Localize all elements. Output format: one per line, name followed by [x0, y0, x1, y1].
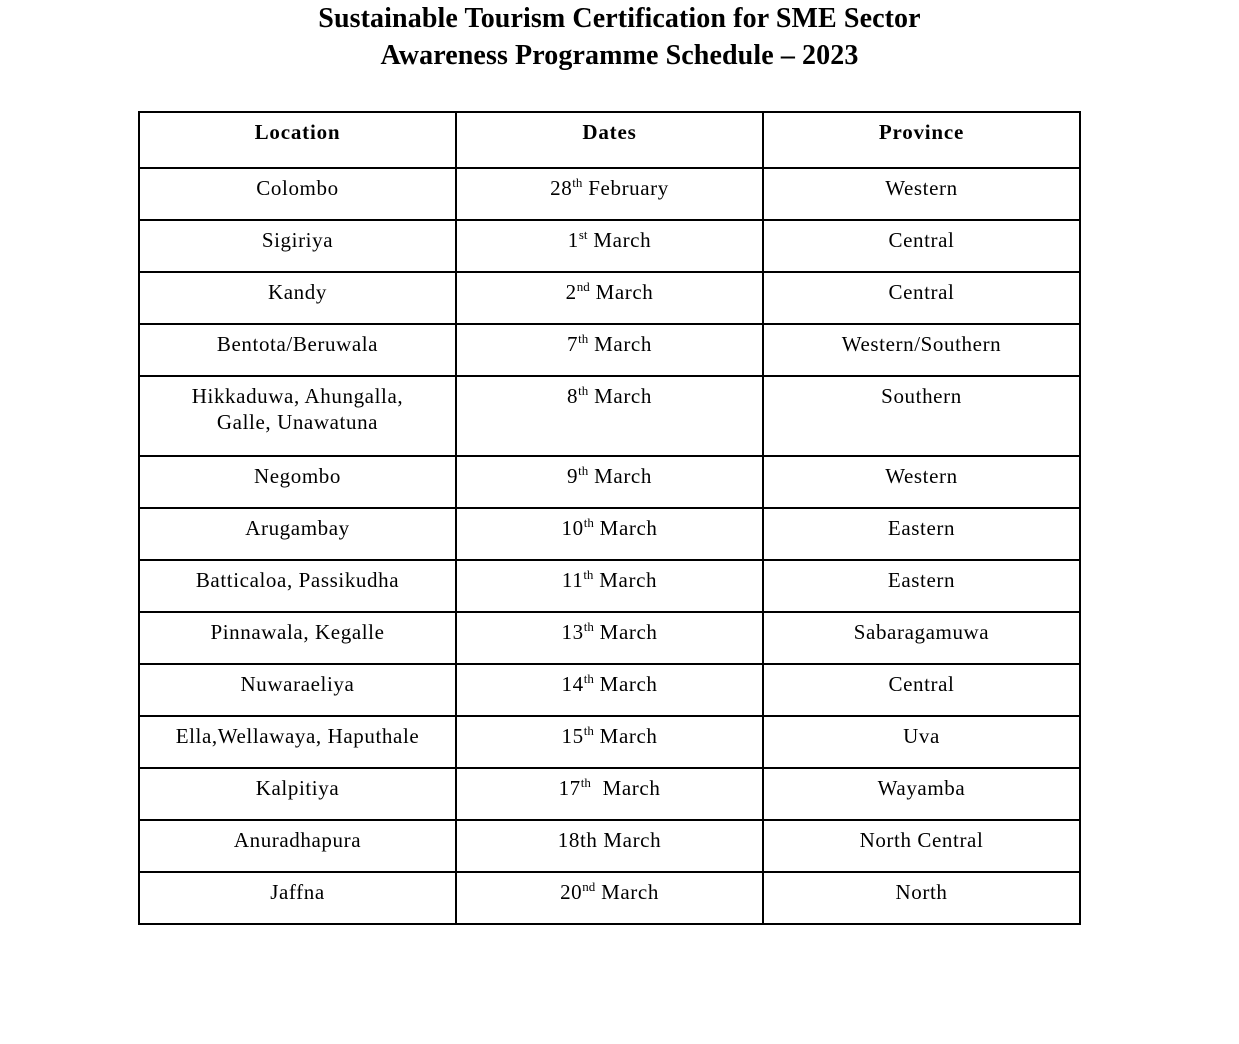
date-month: March: [593, 672, 658, 696]
location-cell: Anuradhapura: [139, 820, 456, 872]
date-day: 10: [561, 516, 584, 540]
province-cell: Wayamba: [763, 768, 1080, 820]
table-row: [139, 664, 1080, 716]
date-day: 20: [560, 880, 583, 904]
date-cell: [456, 376, 763, 456]
date-month: March: [589, 280, 654, 304]
date-day: 28: [550, 176, 573, 200]
table-row: [139, 272, 1080, 324]
date-day: 15: [561, 724, 584, 748]
date-cell: [456, 560, 763, 612]
date-month: March: [593, 516, 658, 540]
column-header-location: Location: [139, 112, 456, 168]
province-cell: Eastern: [763, 508, 1080, 560]
province-cell: North Central: [763, 820, 1080, 872]
table-row: [139, 560, 1080, 612]
date-suffix: nd: [582, 879, 596, 894]
location-cell: Arugambay: [139, 508, 456, 560]
location-cell: Negombo: [139, 456, 456, 508]
date-suffix: th: [583, 515, 594, 530]
location-cell: Kalpitiya: [139, 768, 456, 820]
date-month: March: [588, 464, 652, 488]
location-cell: Kandy: [139, 272, 456, 324]
date-day: 17: [558, 776, 581, 800]
date-cell: [456, 508, 763, 560]
location-cell: Sigiriya: [139, 220, 456, 272]
date-suffix: st: [578, 227, 588, 242]
date-day: 1: [567, 228, 579, 252]
province-cell: North: [763, 872, 1080, 924]
date-cell: [456, 456, 763, 508]
date-day: 14: [561, 672, 584, 696]
column-header-province: Province: [763, 112, 1080, 168]
table-row: [139, 820, 1080, 872]
schedule-table: [138, 111, 1081, 925]
date-cell: [456, 220, 763, 272]
date-day: 2: [565, 280, 577, 304]
location-cell: Pinnawala, Kegalle: [139, 612, 456, 664]
date-month: March: [590, 776, 661, 800]
province-cell: Southern: [763, 376, 1080, 456]
location-cell: [139, 376, 456, 456]
date-suffix: th: [583, 671, 594, 686]
date-cell: [456, 664, 763, 716]
table-row: [139, 220, 1080, 272]
table-row: [139, 168, 1080, 220]
table-header-row: [139, 112, 1080, 168]
date-cell: [456, 820, 763, 872]
province-cell: Central: [763, 664, 1080, 716]
date-cell: [456, 168, 763, 220]
location-line-1: Hikkaduwa, Ahungalla,: [191, 384, 404, 408]
location-cell: Nuwaraeliya: [139, 664, 456, 716]
column-header-dates: Dates: [456, 112, 763, 168]
date-cell: [456, 872, 763, 924]
date-month: March: [588, 384, 652, 408]
province-cell: Sabaragamuwa: [763, 612, 1080, 664]
date-suffix: th: [578, 383, 589, 398]
date-month: March: [593, 724, 658, 748]
location-cell: Colombo: [139, 168, 456, 220]
date-suffix: th: [578, 463, 589, 478]
date-day: 7: [567, 332, 579, 356]
date-month: March: [597, 828, 662, 852]
date-day: 9: [567, 464, 579, 488]
location-cell: Ella,Wellawaya, Haputhale: [139, 716, 456, 768]
table-row: [139, 872, 1080, 924]
date-month: March: [593, 568, 658, 592]
location-cell: Batticaloa, Passikudha: [139, 560, 456, 612]
table-row: [139, 456, 1080, 508]
date-day: 13: [561, 620, 584, 644]
date-cell: [456, 612, 763, 664]
province-cell: Western/Southern: [763, 324, 1080, 376]
date-month: February: [582, 176, 669, 200]
date-suffix: th: [583, 723, 594, 738]
date-month: March: [588, 332, 652, 356]
date-suffix: th: [580, 775, 591, 790]
province-cell: Uva: [763, 716, 1080, 768]
province-cell: Central: [763, 272, 1080, 324]
date-suffix: th: [583, 619, 594, 634]
province-cell: Western: [763, 168, 1080, 220]
date-cell: [456, 324, 763, 376]
date-cell: [456, 768, 763, 820]
date-day: 18th: [557, 828, 598, 852]
location-cell: Bentota/Beruwala: [139, 324, 456, 376]
table-row: [139, 508, 1080, 560]
province-cell: Central: [763, 220, 1080, 272]
table-row: [139, 612, 1080, 664]
date-cell: [456, 716, 763, 768]
date-month: March: [595, 880, 659, 904]
date-suffix: th: [572, 175, 583, 190]
province-cell: Eastern: [763, 560, 1080, 612]
table-row: [139, 324, 1080, 376]
date-day: 11: [561, 568, 584, 592]
date-month: March: [593, 620, 658, 644]
table-row: [139, 768, 1080, 820]
date-month: March: [587, 228, 652, 252]
document-title: Sustainable Tourism Certification for SME Sector: [318, 3, 921, 34]
date-cell: [456, 272, 763, 324]
date-suffix: nd: [576, 279, 590, 294]
province-cell: Western: [763, 456, 1080, 508]
date-suffix: th: [583, 567, 594, 582]
table-row: [139, 716, 1080, 768]
date-suffix: th: [578, 331, 589, 346]
location-line-2: Galle, Unawatuna: [216, 410, 379, 434]
location-cell: Jaffna: [139, 872, 456, 924]
date-day: 8: [567, 384, 579, 408]
table-row: [139, 376, 1080, 456]
document-subtitle: Awareness Programme Schedule – 2023: [380, 40, 859, 71]
